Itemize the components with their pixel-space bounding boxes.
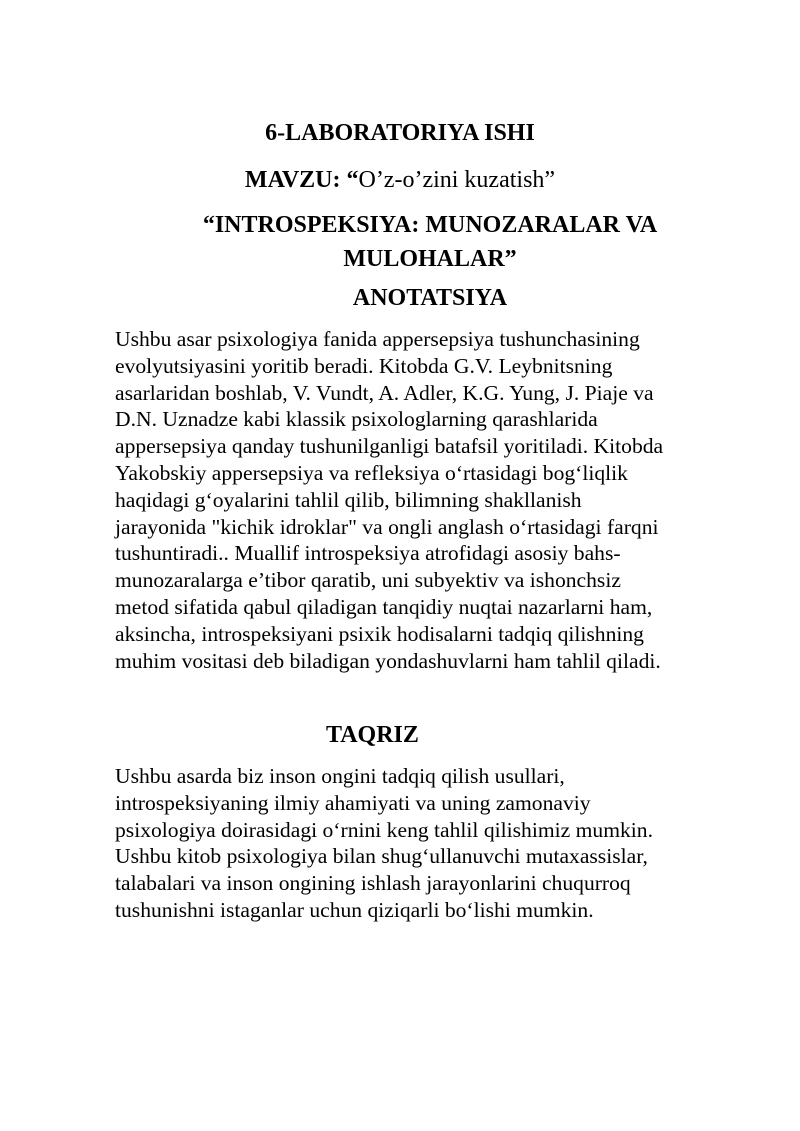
paragraph-line: metod sifatida qabul qiladigan tanqidiy nuqtai nazarlarni ham, [115, 594, 653, 619]
review-paragraph [115, 763, 735, 924]
topic-label: MAVZU: “ [244, 167, 359, 193]
topic-line [0, 165, 800, 195]
paragraph-line: D.N. Uznadze kabi klassik psixologlarning qarashlarida [115, 407, 598, 432]
paragraph-line: muhim vositasi deb biladigan yondashuvlarni ham tahlil qiladi. [115, 648, 661, 673]
paragraph-line: evolyutsiyasini yoritib beradi. Kitobda G.V. Leybnitsning [115, 353, 613, 378]
paragraph-line: appersepsiya qanday tushunilganligi batafsil yoritiladi. Kitobda [115, 434, 664, 459]
paragraph-line: tushuntiradi.. Muallif introspeksiya atrofidagi asosiy bahs- [115, 541, 621, 566]
paragraph-line: Yakobskiy appersepsiya va refleksiya o‘rtasidagi bog‘liqlik [115, 460, 628, 485]
paragraph-line: introspeksiyaning ilmiy ahamiyati va uning zamonaviy [115, 790, 591, 815]
paragraph-line: munozaralarga e’tibor qaratib, uni subyektiv va ishonchsiz [115, 568, 621, 593]
paragraph-line: tushunishni istaganlar uchun qiziqarli bo‘lishi mumkin. [115, 897, 594, 922]
paragraph-line: haqidagi g‘oyalarini tahlil qilib, bilimning shakllanish [115, 487, 582, 512]
paragraph-line: asarlaridan boshlab, V. Vundt, A. Adler, K.G. Yung, J. Piaje va [115, 380, 654, 405]
paragraph-line: talabalari va inson ongining ishlash jarayonlarini chuqurroq [115, 871, 631, 896]
topic-name: O’z-o’zini kuzatish” [358, 167, 556, 193]
paragraph-line: jarayonida "kichik idroklar" va ongli anglash o‘rtasidagi farqni [115, 514, 659, 539]
paragraph-line: aksincha, introspeksiyani psixik hodisalarni tadqiq qilishning [115, 621, 644, 646]
paragraph-line: Ushbu asar psixologiya fanida appersepsiya tushunchasining [115, 327, 640, 351]
lab-title: 6-LABORATORIYA ISHI [265, 120, 535, 146]
paragraph-line: psixologiya doirasidagi o‘rnini keng tahlil qilishimiz mumkin. [115, 817, 653, 842]
paragraph-line: Ushbu asarda biz inson ongini tadqiq qilish usullari, [115, 764, 565, 788]
section-title-review: TAQRIZ [326, 722, 419, 748]
paragraph-line: Ushbu kitob psixologiya bilan shug‘ullanuvchi mutaxassislar, [115, 844, 648, 869]
section-title-annotation: ANOTATSIYA [352, 285, 508, 311]
annotation-paragraph [115, 326, 735, 674]
main-title: “INTROSPEKSIYA: MUNOZARALAR VA MULOHALAR” [202, 212, 658, 272]
